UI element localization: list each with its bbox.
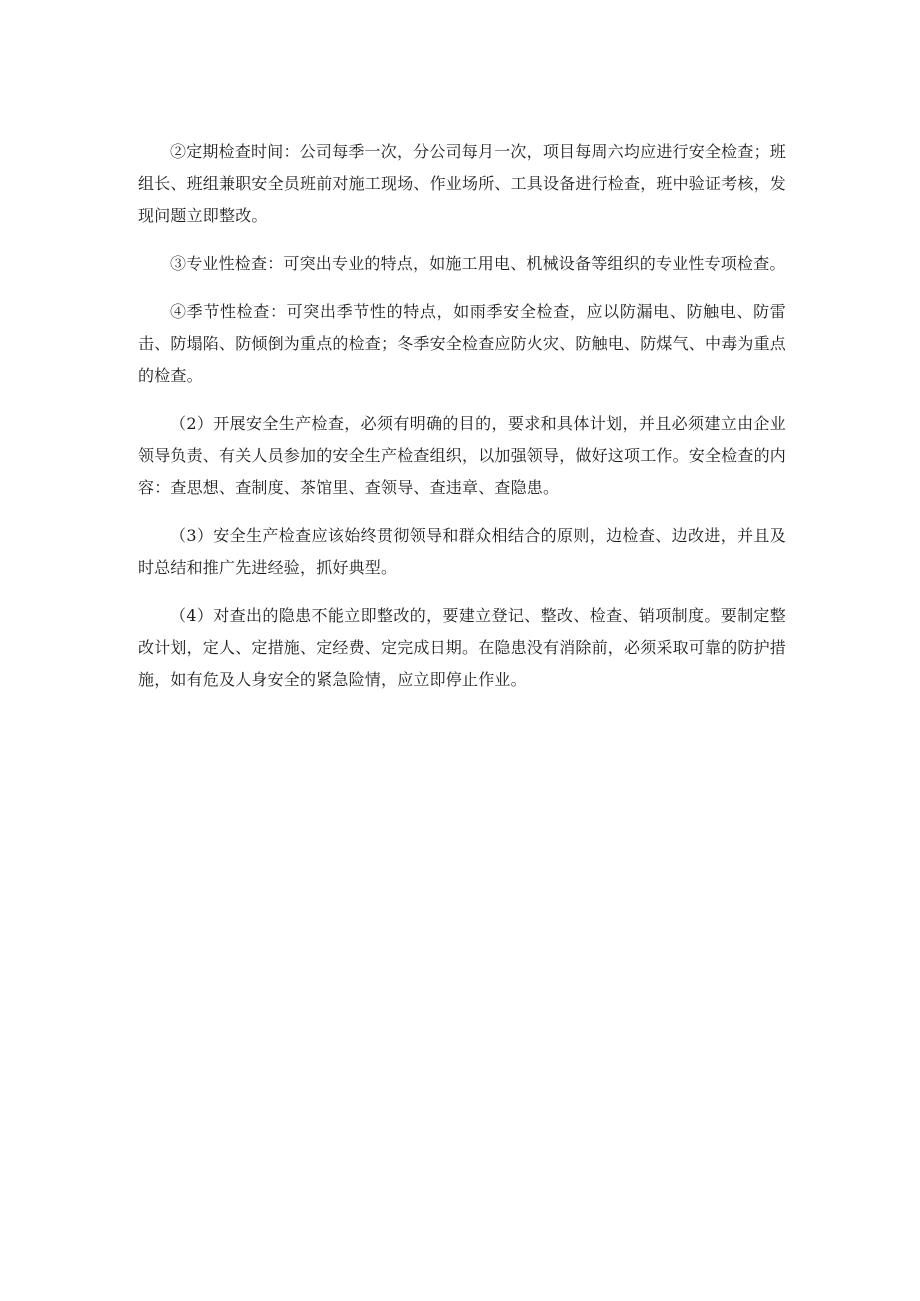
document-body — [138, 136, 786, 712]
paragraph-seasonal-inspection: ④季节性检查：可突出季节性的特点，如雨季安全检查，应以防漏电、防触电、防雷击、防塌陷、防倾倒为重点的检查；冬季安全检查应防火灾、防触电、防煤气、中毒为重点的检查。 — [138, 302, 787, 385]
paragraph-item-3: （3）安全生产检查应该始终贯彻领导和群众相结合的原则，边检查、边改进，并且及时总结和推广先进经验，抓好典型。 — [138, 526, 786, 577]
paragraph-periodic-inspection: ②定期检查时间：公司每季一次，分公司每月一次，项目每周六均应进行安全检查；班组长、班组兼职安全员班前对施工现场、作业场所、工具设备进行检查，班中验证考核，发现问题立即整改。 — [138, 142, 787, 225]
paragraph-item-4: （4）对查出的隐患不能立即整改的，要建立登记、整改、检查、销项制度。要制定整改计划，定人、定措施、定经费、定完成日期。在隐患没有消除前，必须采取可靠的防护措施，如有危及人身安全的紧急险情，应立即停止作业。 — [138, 606, 787, 689]
paragraph-item-2: （2）开展安全生产检查，必须有明确的目的，要求和具体计划，并且必须建立由企业领导负责、有关人员参加的安全生产检查组织，以加强领导，做好这项工作。安全检查的内容：查思想、查制度、茶馆里、查领导、查违章、查隐患。 — [138, 414, 787, 497]
paragraph-professional-inspection: ③专业性检查：可突出专业的特点，如施工用电、机械设备等组织的专业性专项检查。 — [170, 254, 786, 273]
